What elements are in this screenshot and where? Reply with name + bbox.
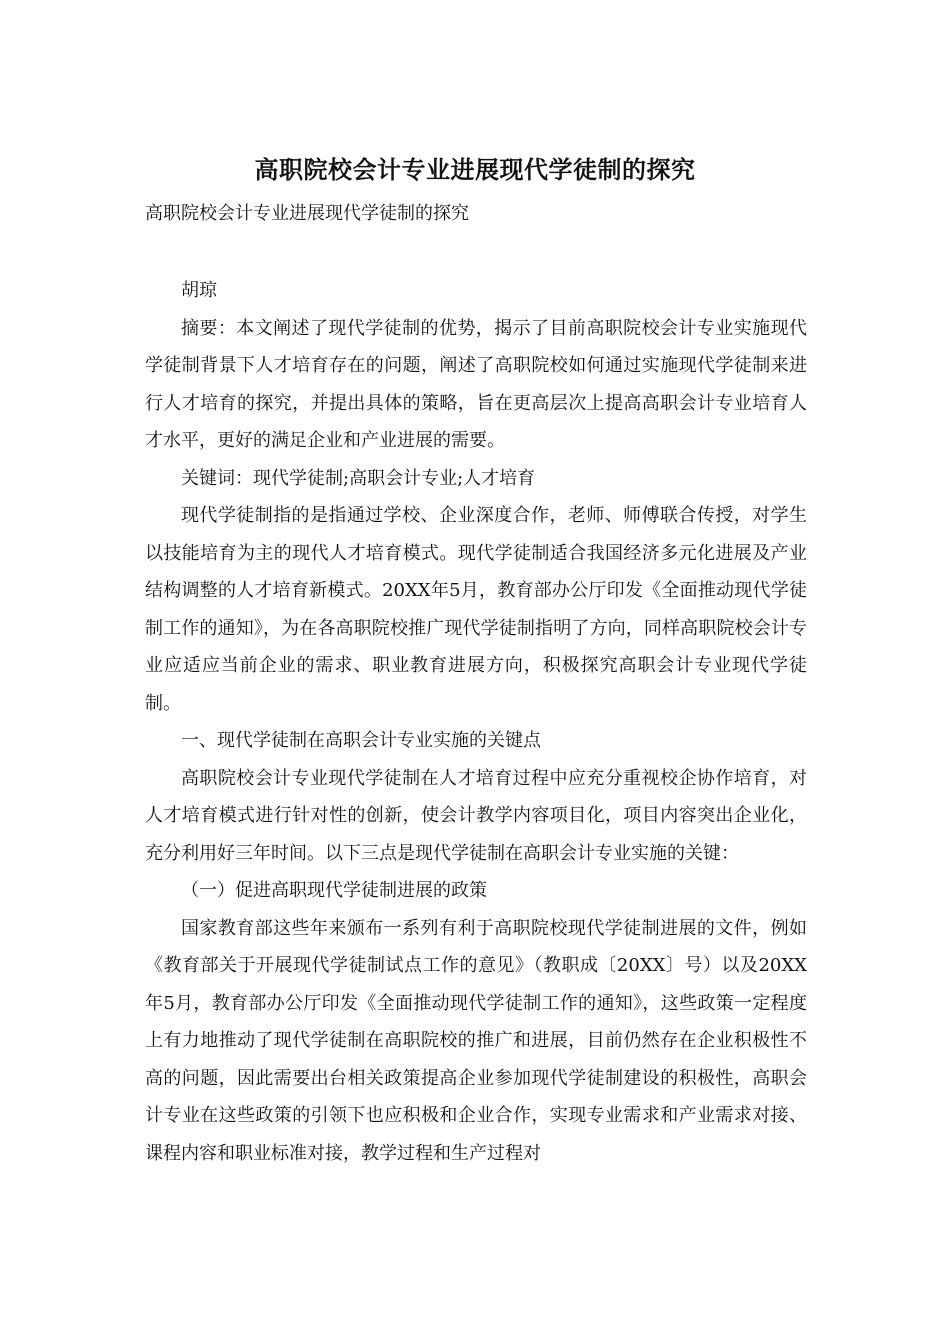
body-paragraph: 高职院校会计专业现代学徒制在人才培育过程中应充分重视校企协作培育，对人才培育模式进行针对性的创新，使会计教学内容项目化，项目内容突出企业化，充分利用好三年时间。以下三点是现代学徒制在高职会计专业实施的关键： [145,767,807,864]
author-line: 胡琼 [181,280,217,301]
body-paragraph: 现代学徒制指的是指通过学校、企业深度合作，老师、师傅联合传授，对学生以技能培育为主的现代人才培育模式。现代学徒制适合我国经济多元化进展及产业结构调整的人才培育新模式。20XX年5月，教育部办公厅印发《全面推动现代学徒制工作的通知》，为在各高职院校推广现代学徒制指明了方向，同样高职院校会计专业应适应当前企业的需求、职业教育进展方向，积极探究高职会计专业现代学徒制。 [145,505,807,714]
abstract-paragraph: 摘要：本文阐述了现代学徒制的优势，揭示了目前高职院校会计专业实施现代学徒制背景下人才培育存在的问题，阐述了高职院校如何通过实施现代学徒制来进行人才培育的探究，并提出具体的策略，旨在更高层次上提高高职会计专业培育人才水平，更好的满足企业和产业进展的需要。 [145,317,807,451]
document-subtitle: 高职院校会计专业进展现代学徒制的探究 [145,203,469,224]
body-paragraph: 国家教育部这些年来颁布一系列有利于高职院校现代学徒制进展的文件，例如《教育部关于开展现代学徒制试点工作的意见》（教职成〔20XX〕号）以及20XX年5月，教育部办公厅印发《全面推动现代学徒制工作的通知》，这些政策一定程度上有力地推动了现代学徒制在高职院校的推广和进展，目前仍然存在企业积极性不高的问题，因此需要出台相关政策提高企业参加现代学徒制建设的积极性，高职会计专业在这些政策的引领下也应积极和企业合作，实现专业需求和产业需求对接、课程内容和职业标准对接，教学过程和生产过程对 [145,917,807,1164]
document-body [145,272,807,1172]
section-heading: 一、现代学徒制在高职会计专业实施的关键点 [181,730,541,751]
keywords-line: 关键词：现代学徒制;高职会计专业;人才培育 [181,467,536,489]
subsection-heading: （一）促进高职现代学徒制进展的政策 [181,880,487,901]
document-title: 高职院校会计专业进展现代学徒制的探究 [254,155,696,184]
